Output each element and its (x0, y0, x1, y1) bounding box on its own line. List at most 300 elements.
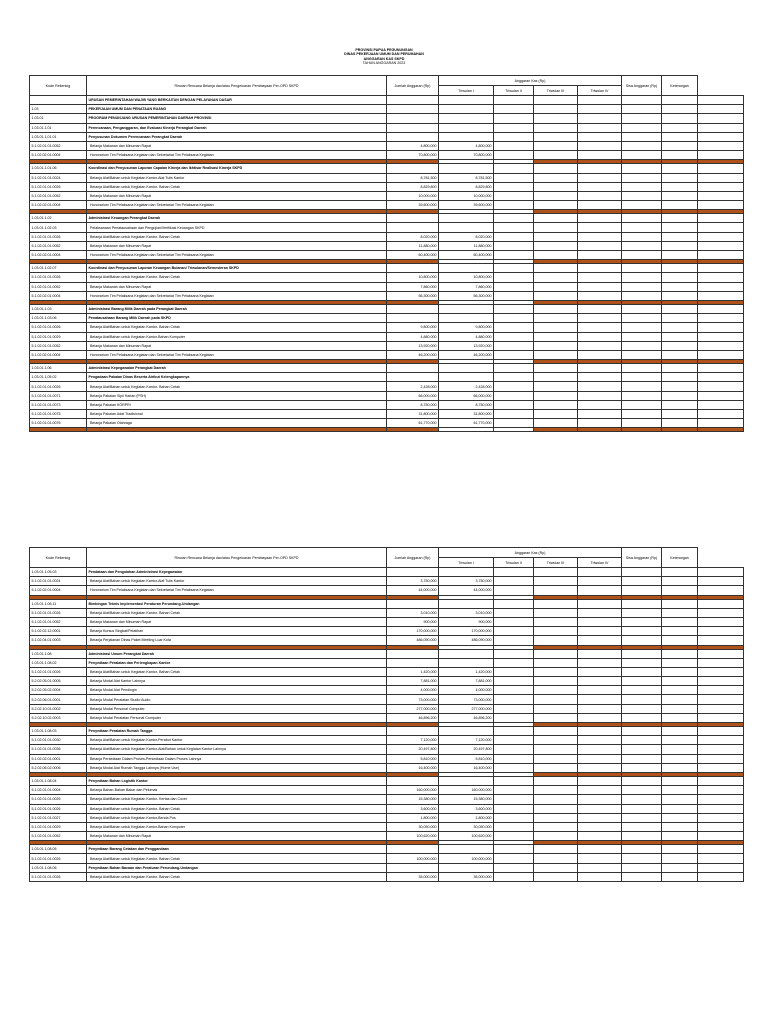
cell-kode-rekening: 1.03.01.1.02.03 (30, 223, 87, 232)
cell-blank (698, 251, 744, 260)
cell-triwulan-4 (578, 713, 622, 722)
cell-triwulan-4 (578, 419, 622, 428)
cell-triwulan-2 (494, 608, 534, 617)
cell-triwulan-1: 4,800,000 (439, 141, 494, 150)
cell-triwulan-2 (494, 795, 534, 804)
cell-blank (698, 214, 744, 223)
cell-keterangan (662, 332, 698, 341)
cell-triwulan-4 (578, 736, 622, 745)
cell-sisa-anggaran (622, 410, 662, 419)
cell-uraian: Koordinasi dan Penyusunan Laporan Keuangan Bulanan/ Triwulanan/Semesteran SKPD (87, 264, 387, 273)
cell-jumlah-anggaran (387, 776, 439, 785)
cell-uraian: Honorarium Tim Pelaksana Kegiatan dan Sekretariat Tim Pelaksana Kegiatan (87, 586, 387, 595)
col-triwulan-1: Triwulan I (439, 86, 494, 96)
cell-uraian: Pengadaan Pakaian Dinas Beserta Atribut Kelengkapannya (87, 373, 387, 382)
cell-triwulan-1: 8,781,500 (439, 173, 494, 182)
cell-kode-rekening: 5.1.02.02.01.0004 (30, 350, 87, 359)
cell-triwulan-3 (534, 382, 578, 391)
cell-triwulan-3 (534, 845, 578, 854)
cell-triwulan-3 (534, 763, 578, 772)
cell-triwulan-3 (534, 786, 578, 795)
separator-cell (662, 428, 698, 432)
cell-triwulan-2 (494, 599, 534, 608)
cell-jumlah-anggaran (387, 223, 439, 232)
cell-triwulan-1: 7,860,000 (439, 282, 494, 291)
cell-keterangan (662, 658, 698, 667)
table-row (30, 704, 744, 713)
cell-keterangan (662, 863, 698, 872)
cell-blank (698, 727, 744, 736)
cell-jumlah-anggaran: 4,000,000 (387, 686, 439, 695)
cell-triwulan-3 (534, 658, 578, 667)
section-heading-row (30, 214, 744, 223)
cell-keterangan (662, 223, 698, 232)
table-row (30, 713, 744, 722)
cell-keterangan (662, 795, 698, 804)
cell-jumlah-anggaran: 7,881,000 (387, 677, 439, 686)
cell-sisa-anggaran (622, 251, 662, 260)
cell-sisa-anggaran (622, 223, 662, 232)
col-triwulan-3: Triwulan III (534, 86, 578, 96)
cell-sisa-anggaran (622, 419, 662, 428)
cell-triwulan-4 (578, 845, 622, 854)
cell-triwulan-1: 30,050,000 (439, 822, 494, 831)
cell-sisa-anggaran (622, 323, 662, 332)
cell-triwulan-3 (534, 667, 578, 676)
cell-triwulan-2 (494, 114, 534, 123)
cell-sisa-anggaran (622, 776, 662, 785)
cell-triwulan-1 (439, 96, 494, 105)
cell-blank (698, 273, 744, 282)
cell-blank (698, 636, 744, 645)
table-row (30, 754, 744, 763)
cell-blank (698, 804, 744, 813)
cell-kode-rekening: 5.1.02.01.01.0027 (30, 813, 87, 822)
cell-blank (698, 586, 744, 595)
table-row (30, 223, 744, 232)
cell-jumlah-anggaran (387, 164, 439, 173)
section-heading-row (30, 314, 744, 323)
cell-keterangan (662, 822, 698, 831)
cell-sisa-anggaran (622, 282, 662, 291)
table-row (30, 273, 744, 282)
cell-triwulan-3 (534, 96, 578, 105)
cell-blank (698, 232, 744, 241)
cell-jumlah-anggaran (387, 863, 439, 872)
cell-kode-rekening: 1.03.01.1.08.04 (30, 776, 87, 785)
cell-triwulan-2 (494, 223, 534, 232)
cell-kode-rekening: 5.1.02.01.01.0036 (30, 745, 87, 754)
table-row (30, 232, 744, 241)
cell-sisa-anggaran (622, 132, 662, 141)
cell-triwulan-1: 10,000,000 (439, 191, 494, 200)
cell-triwulan-3 (534, 273, 578, 282)
cell-uraian: Belanja Alat/Bahan untuk Kegiatan Kantor- Bahan Cetak (87, 182, 387, 191)
table-row (30, 577, 744, 586)
cell-sisa-anggaran (622, 96, 662, 105)
cell-triwulan-2 (494, 151, 534, 160)
cell-keterangan (662, 854, 698, 863)
table-row (30, 410, 744, 419)
cell-triwulan-3 (534, 114, 578, 123)
table-row (30, 667, 744, 676)
cell-kode-rekening: 5.1.02.02.01.0004 (30, 151, 87, 160)
cell-uraian: Belanja Persediaan Dalam Proses-Persediaan Dalam Proses Lainnya (87, 754, 387, 763)
cell-uraian: Belanja Alat/Bahan untuk Kegiatan Kantor-Alat Tulis Kantor (87, 173, 387, 182)
cell-uraian: Belanja Bahan-Bahan Bakar dan Pelumas (87, 786, 387, 795)
cell-kode-rekening: 1.03.01.1.03 (30, 304, 87, 313)
cell-jumlah-anggaran: 3,010,000 (387, 608, 439, 617)
cell-jumlah-anggaran: 8,750,000 (387, 400, 439, 409)
cell-triwulan-2 (494, 813, 534, 822)
cell-triwulan-2 (494, 649, 534, 658)
cell-triwulan-2 (494, 568, 534, 577)
cell-blank (698, 96, 744, 105)
cell-kode-rekening: 5.1.02.01.01.0052 (30, 241, 87, 250)
cell-keterangan (662, 786, 698, 795)
separator-cell (578, 428, 622, 432)
table-row (30, 695, 744, 704)
cell-sisa-anggaran (622, 568, 662, 577)
cell-triwulan-3 (534, 410, 578, 419)
cell-triwulan-1: 70,800,000 (439, 151, 494, 160)
cell-triwulan-2 (494, 704, 534, 713)
cell-blank (698, 341, 744, 350)
cell-sisa-anggaran (622, 658, 662, 667)
cell-sisa-anggaran (622, 795, 662, 804)
cell-sisa-anggaran (622, 350, 662, 359)
table-row (30, 182, 744, 191)
cell-kode-rekening: 5.2.02.06.02.0006 (30, 763, 87, 772)
cell-uraian: Belanja Makanan dan Minuman Rapat (87, 282, 387, 291)
table-row (30, 291, 744, 300)
cell-triwulan-2 (494, 232, 534, 241)
cell-blank (698, 786, 744, 795)
cell-kode-rekening: 1.03.01.1.02.07 (30, 264, 87, 273)
cell-triwulan-4 (578, 191, 622, 200)
cell-triwulan-3 (534, 314, 578, 323)
section-heading-row (30, 364, 744, 373)
cell-kode-rekening: 1.03.01.1.01.01 (30, 132, 87, 141)
cell-triwulan-2 (494, 332, 534, 341)
cell-keterangan (662, 291, 698, 300)
cell-blank (698, 577, 744, 586)
cell-uraian: Administrasi Barang Milik Daerah pada Perangkat Daerah (87, 304, 387, 313)
cell-sisa-anggaran (622, 608, 662, 617)
cell-triwulan-1 (439, 649, 494, 658)
cell-uraian: Administrasi Umum Perangkat Daerah (87, 649, 387, 658)
cell-triwulan-4 (578, 241, 622, 250)
cell-triwulan-3 (534, 332, 578, 341)
table-row (30, 191, 744, 200)
cell-keterangan (662, 577, 698, 586)
cell-uraian: URUSAN PEMERINTAHAN WAJIB YANG BERKAITAN DENGAN PELAYANAN DASAR (87, 96, 387, 105)
cell-triwulan-4 (578, 350, 622, 359)
cell-triwulan-4 (578, 636, 622, 645)
cell-kode-rekening: 5.1.02.01.01.0052 (30, 341, 87, 350)
separator-cell (87, 428, 387, 432)
cell-triwulan-3 (534, 419, 578, 428)
cell-jumlah-anggaran (387, 568, 439, 577)
cell-blank (698, 795, 744, 804)
cell-keterangan (662, 586, 698, 595)
cell-triwulan-1: 73,000,000 (439, 695, 494, 704)
col-uraian: Rincian Rencana Belanja dan/atau Pengeluaran Pembiayaan Per-OPD SKPD (87, 548, 387, 568)
table-row (30, 627, 744, 636)
cell-uraian: Penyediaan Peralatan dan Perlengkapan Kantor (87, 658, 387, 667)
cell-kode-rekening: 5.1.02.01.01.0026 (30, 323, 87, 332)
col-anggaran-kas: Anggaran Kas (Rp) (439, 76, 622, 86)
col-triwulan-4: Triwulan IV (578, 558, 622, 568)
cell-triwulan-2 (494, 123, 534, 132)
cell-jumlah-anggaran: 486,090,000 (387, 636, 439, 645)
cell-triwulan-2 (494, 586, 534, 595)
cell-jumlah-anggaran: 11,880,000 (387, 241, 439, 250)
cell-triwulan-3 (534, 776, 578, 785)
cell-keterangan (662, 704, 698, 713)
cell-sisa-anggaran (622, 400, 662, 409)
cell-triwulan-4 (578, 677, 622, 686)
cell-triwulan-4 (578, 599, 622, 608)
cell-triwulan-3 (534, 695, 578, 704)
cell-keterangan (662, 608, 698, 617)
cell-triwulan-2 (494, 105, 534, 114)
col-kode-rekening: Kode Rekening (30, 548, 87, 568)
cell-triwulan-3 (534, 686, 578, 695)
cell-jumlah-anggaran: 13,920,000 (387, 341, 439, 350)
cell-sisa-anggaran (622, 599, 662, 608)
cell-triwulan-2 (494, 577, 534, 586)
separator-cell (30, 428, 87, 432)
table-row (30, 400, 744, 409)
cell-uraian: Belanja Alat/Bahan untuk Kegiatan Kantor-Alat Tulis Kantor (87, 577, 387, 586)
cell-triwulan-1 (439, 214, 494, 223)
col-anggaran-kas: Anggaran Kas (Rp) (439, 548, 622, 558)
table-row (30, 677, 744, 686)
cell-jumlah-anggaran: 20,497,800 (387, 745, 439, 754)
cell-triwulan-4 (578, 786, 622, 795)
cell-triwulan-1: 9,800,000 (439, 323, 494, 332)
cell-triwulan-2 (494, 677, 534, 686)
cell-kode-rekening: 5.1.02.01.01.0026 (30, 667, 87, 676)
cell-keterangan (662, 391, 698, 400)
cell-kode-rekening: 5.1.02.02.01.0004 (30, 291, 87, 300)
cell-blank (698, 617, 744, 626)
cell-blank (698, 373, 744, 382)
cell-jumlah-anggaran (387, 114, 439, 123)
cell-triwulan-4 (578, 586, 622, 595)
cell-kode-rekening: 1.03.01.1.01.06 (30, 164, 87, 173)
cell-blank (698, 763, 744, 772)
cell-triwulan-4 (578, 813, 622, 822)
cell-sisa-anggaran (622, 695, 662, 704)
cell-keterangan (662, 727, 698, 736)
cell-blank (698, 173, 744, 182)
cell-triwulan-4 (578, 617, 622, 626)
cell-triwulan-3 (534, 627, 578, 636)
cell-kode-rekening: 1.03.01.1.06 (30, 364, 87, 373)
section-heading-row (30, 568, 744, 577)
cell-keterangan (662, 410, 698, 419)
cell-kode-rekening: 5.1.02.01.01.0029 (30, 332, 87, 341)
cell-triwulan-4 (578, 649, 622, 658)
cell-triwulan-1: 56,300,000 (439, 291, 494, 300)
section-heading-row (30, 373, 744, 382)
cell-triwulan-2 (494, 804, 534, 813)
cell-triwulan-1 (439, 314, 494, 323)
cell-keterangan (662, 804, 698, 813)
col-jumlah-anggaran: Jumlah Anggaran (Rp) (387, 548, 439, 568)
cell-sisa-anggaran (622, 304, 662, 313)
cell-blank (698, 114, 744, 123)
cell-sisa-anggaran (622, 872, 662, 881)
cell-triwulan-3 (534, 304, 578, 313)
cell-blank (698, 223, 744, 232)
cell-kode-rekening: 5.1.02.01.01.0052 (30, 832, 87, 841)
cell-triwulan-1: 11,880,000 (439, 241, 494, 250)
header-agency: DINAS PEKERJAAN UMUM DAN PERUMAHAN (344, 52, 424, 57)
cell-keterangan (662, 373, 698, 382)
table-row (30, 636, 744, 645)
cell-triwulan-3 (534, 123, 578, 132)
cell-triwulan-3 (534, 400, 578, 409)
cell-uraian: Belanja Alat/Bahan untuk Kegiatan Kantor- Bahan Cetak (87, 232, 387, 241)
cell-sisa-anggaran (622, 863, 662, 872)
cell-uraian: Penyediaan Barang Cetakan dan Penggandaan (87, 845, 387, 854)
cell-blank (698, 813, 744, 822)
cell-kode-rekening: 1.03.01.1.05.03 (30, 568, 87, 577)
cell-kode-rekening: 5.1.02.01.01.0026 (30, 854, 87, 863)
cell-blank (698, 132, 744, 141)
separator-cell (698, 428, 744, 432)
cell-triwulan-2 (494, 745, 534, 754)
cell-kode-rekening (30, 96, 87, 105)
cell-triwulan-4 (578, 391, 622, 400)
cell-triwulan-1: 5,810,000 (439, 754, 494, 763)
cell-keterangan (662, 151, 698, 160)
cell-triwulan-2 (494, 736, 534, 745)
cell-uraian: Perencanaan, Penganggaran, dan Evaluasi Kinerja Perangkat Daerah (87, 123, 387, 132)
cell-triwulan-2 (494, 627, 534, 636)
cell-kode-rekening: 5.1.02.01.01.0026 (30, 804, 87, 813)
cell-blank (698, 201, 744, 210)
cell-triwulan-2 (494, 854, 534, 863)
cell-uraian: Belanja Makanan dan Minuman Rapat (87, 617, 387, 626)
cell-jumlah-anggaran: 3,750,000 (387, 577, 439, 586)
cell-triwulan-4 (578, 727, 622, 736)
cell-triwulan-4 (578, 364, 622, 373)
table-row (30, 745, 744, 754)
cell-triwulan-4 (578, 373, 622, 382)
cell-triwulan-4 (578, 182, 622, 191)
cell-triwulan-3 (534, 132, 578, 141)
cell-triwulan-2 (494, 382, 534, 391)
cell-triwulan-2 (494, 863, 534, 872)
cell-keterangan (662, 201, 698, 210)
cell-blank (698, 695, 744, 704)
cell-kode-rekening: 5.1.02.01.01.0026 (30, 608, 87, 617)
separator-cell (387, 428, 439, 432)
cell-triwulan-2 (494, 251, 534, 260)
cell-triwulan-2 (494, 872, 534, 881)
cell-uraian: Belanja Perjalanan Dinas Paket Meeting Luar Kota (87, 636, 387, 645)
cell-kode-rekening: 5.1.02.04.01.0003 (30, 636, 87, 645)
table-row (30, 786, 744, 795)
cell-triwulan-1: 170,000,000 (439, 627, 494, 636)
section-heading-row (30, 658, 744, 667)
cell-sisa-anggaran (622, 105, 662, 114)
table-row (30, 151, 744, 160)
cell-triwulan-4 (578, 141, 622, 150)
cell-blank (698, 627, 744, 636)
cell-sisa-anggaran (622, 373, 662, 382)
cell-triwulan-2 (494, 754, 534, 763)
cell-kode-rekening: 1.03.01 (30, 114, 87, 123)
cell-triwulan-4 (578, 223, 622, 232)
table-row (30, 382, 744, 391)
cell-uraian: Belanja Modal Peralatan Studio Audio (87, 695, 387, 704)
cell-triwulan-4 (578, 282, 622, 291)
cell-jumlah-anggaran: 7,120,000 (387, 736, 439, 745)
cell-blank (698, 241, 744, 250)
cell-jumlah-anggaran (387, 649, 439, 658)
cell-triwulan-1 (439, 863, 494, 872)
cell-triwulan-1: 8,020,000 (439, 232, 494, 241)
cell-triwulan-3 (534, 727, 578, 736)
cell-sisa-anggaran (622, 832, 662, 841)
cell-triwulan-1: 61,770,000 (439, 419, 494, 428)
cell-kode-rekening: 1.03.01.1.06.11 (30, 599, 87, 608)
cell-triwulan-1: 4,880,000 (439, 332, 494, 341)
section-heading-row (30, 264, 744, 273)
cell-uraian: Pendataan dan Pengolahan Administrasi Kepegawaian (87, 568, 387, 577)
table-row (30, 813, 744, 822)
cell-triwulan-4 (578, 568, 622, 577)
section-heading-row (30, 123, 744, 132)
cell-uraian: Belanja Alat/Bahan untuk Kegiatan Kantor- Bahan Cetak (87, 804, 387, 813)
section-heading-row (30, 105, 744, 114)
cell-keterangan (662, 314, 698, 323)
col-sisa-anggaran: Sisa Anggaran (Rp) (622, 548, 662, 568)
cell-jumlah-anggaran: 160,000,000 (387, 786, 439, 795)
cell-triwulan-3 (534, 586, 578, 595)
cell-blank (698, 282, 744, 291)
cell-jumlah-anggaran: 46,200,000 (387, 350, 439, 359)
table-row (30, 419, 744, 428)
cell-triwulan-3 (534, 151, 578, 160)
cell-triwulan-3 (534, 872, 578, 881)
cell-kode-rekening: 5.1.02.01.01.0052 (30, 141, 87, 150)
cell-keterangan (662, 627, 698, 636)
cell-keterangan (662, 736, 698, 745)
cell-sisa-anggaran (622, 822, 662, 831)
cell-sisa-anggaran (622, 173, 662, 182)
cell-uraian: Penyediaan Bahan Bacaan dan Peraturan Perundang-Undangan (87, 863, 387, 872)
cell-jumlah-anggaran (387, 373, 439, 382)
cell-triwulan-3 (534, 264, 578, 273)
cell-keterangan (662, 282, 698, 291)
cell-sisa-anggaran (622, 677, 662, 686)
cell-jumlah-anggaran (387, 105, 439, 114)
cell-triwulan-2 (494, 241, 534, 250)
cell-sisa-anggaran (622, 854, 662, 863)
cell-jumlah-anggaran (387, 123, 439, 132)
cell-triwulan-4 (578, 686, 622, 695)
cell-triwulan-3 (534, 795, 578, 804)
cell-kode-rekening: 1.03.01.1.01 (30, 123, 87, 132)
cell-kode-rekening: 5.1.02.02.01.0004 (30, 586, 87, 595)
cell-triwulan-4 (578, 832, 622, 841)
